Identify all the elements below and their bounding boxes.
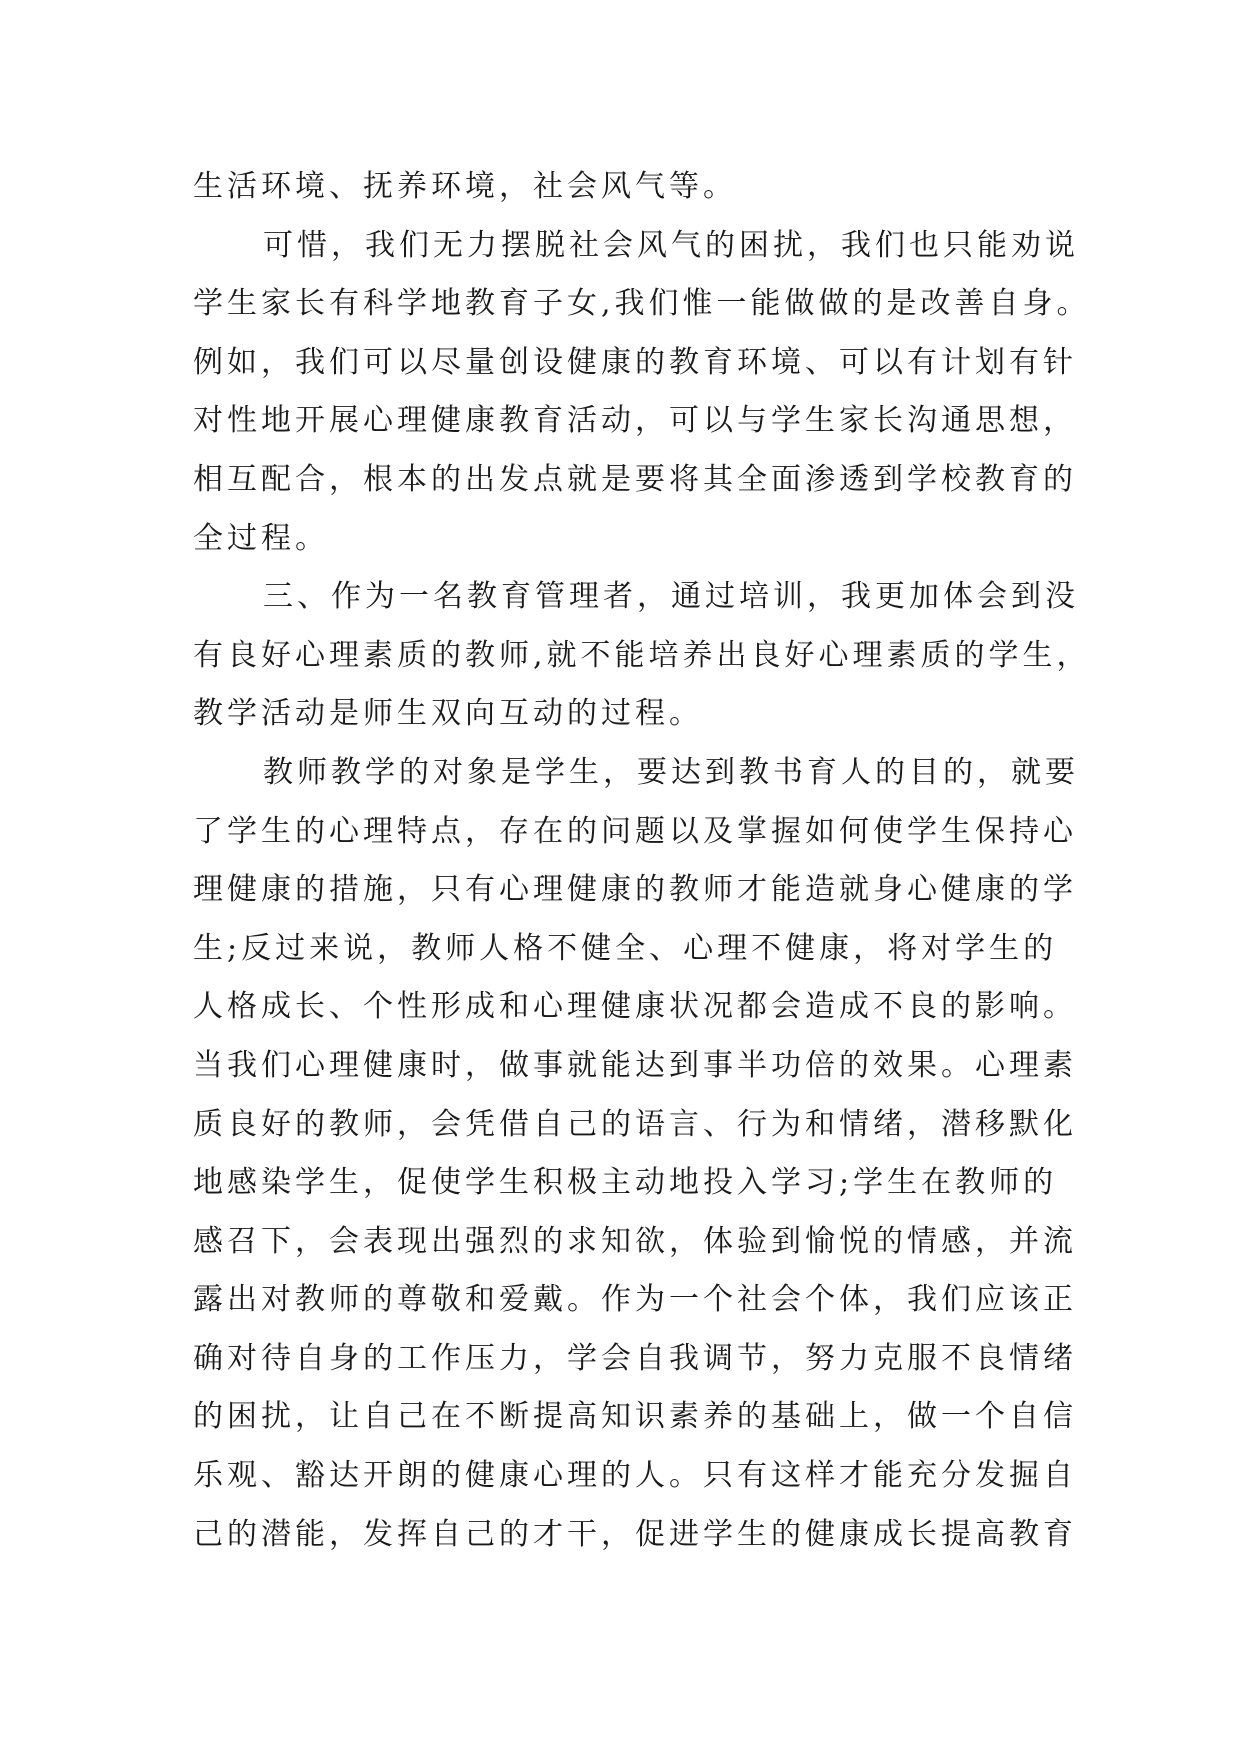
paragraph-first-line: 教师教学的对象是学生，要达到教书育人的目的，就要 — [263, 754, 1079, 790]
text-line: 的困扰，让自己在不断提高知识素养的基础上，做一个自信 — [193, 1399, 1077, 1435]
paragraph-first-line: 三、作为一名教育管理者，通过培训，我更加体会到没 — [263, 579, 1079, 615]
text-line: 己的潜能，发挥自己的才干，促进学生的健康成长提高教育 — [193, 1516, 1077, 1552]
document-body — [193, 158, 1093, 1564]
text-line: 相互配合，根本的出发点就是要将其全面渗透到学校教育的 — [193, 461, 1077, 497]
text-line: 了学生的心理特点，存在的问题以及掌握如何使学生保持心 — [193, 813, 1077, 849]
text-line: 学生家长有科学地教育子女,我们惟一能做做的是改善自身。 — [193, 286, 1091, 322]
text-line: 地感染学生，促使学生积极主动地投入学习;学生在教师的 — [193, 1165, 1058, 1201]
text-line: 对性地开展心理健康教育活动，可以与学生家长沟通思想， — [193, 403, 1077, 439]
paragraph-first-line: 可惜，我们无力摆脱社会风气的困扰，我们也只能劝说 — [263, 227, 1079, 263]
text-line: 例如，我们可以尽量创设健康的教育环境、可以有计划有针 — [193, 344, 1077, 380]
text-line: 全过程。 — [193, 520, 329, 556]
text-line: 教学活动是师生双向互动的过程。 — [193, 696, 703, 732]
text-line: 露出对教师的尊敬和爱戴。作为一个社会个体，我们应该正 — [193, 1282, 1077, 1318]
text-line: 有良好心理素质的教师,就不能培养出良好心理素质的学生， — [193, 637, 1091, 673]
text-line: 生;反过来说，教师人格不健全、心理不健康，将对学生的 — [193, 930, 1058, 966]
text-line: 乐观、豁达开朗的健康心理的人。只有这样才能充分发掘自 — [193, 1458, 1077, 1494]
text-line: 质良好的教师，会凭借自己的语言、行为和情绪，潜移默化 — [193, 1106, 1077, 1142]
text-line: 理健康的措施，只有心理健康的教师才能造就身心健康的学 — [193, 872, 1077, 908]
text-line: 感召下，会表现出强烈的求知欲，体验到愉悦的情感，并流 — [193, 1223, 1077, 1259]
text-line: 当我们心理健康时，做事就能达到事半功倍的效果。心理素 — [193, 1047, 1077, 1083]
text-line: 确对待自身的工作压力，学会自我调节，努力克服不良情绪 — [193, 1340, 1077, 1376]
text-line: 人格成长、个性形成和心理健康状况都会造成不良的影响。 — [193, 989, 1077, 1025]
text-line: 生活环境、抚养环境，社会风气等。 — [193, 169, 737, 204]
